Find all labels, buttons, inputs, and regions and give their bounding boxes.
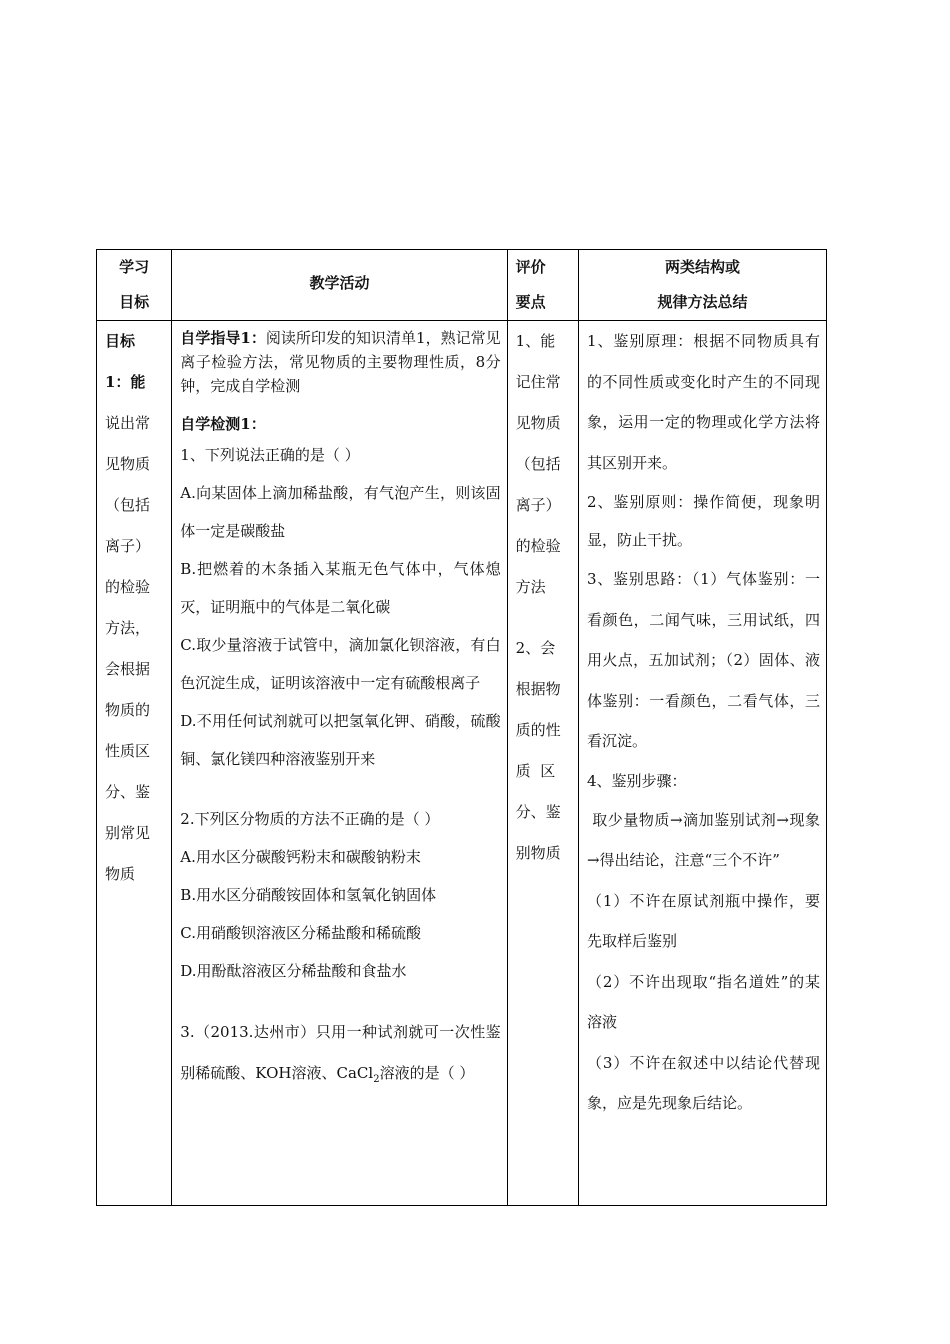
summary-rule: 2、鉴别原则：操作简便，现象明显，防止干扰。 bbox=[586, 493, 820, 549]
header-summary bbox=[578, 250, 826, 321]
summary-approach: 3、鉴别思路：（1）气体鉴别：一看颜色，二闻气味，三用试纸，四用火点，五加试剂；（2）固体、液体鉴别：一看颜色，二看气体，三看沉淀。 bbox=[586, 570, 820, 750]
header-summary-line1: 两类结构或 bbox=[664, 258, 740, 276]
goal-line: 见物质 bbox=[105, 455, 151, 473]
q3-stem-post: 溶液的是（ ） bbox=[379, 1063, 475, 1082]
goal-line: 会根据 bbox=[105, 660, 151, 678]
lesson-table bbox=[96, 249, 827, 1206]
q3-stem bbox=[180, 1012, 500, 1100]
eval-line: 质的性 bbox=[515, 721, 561, 739]
header-goal-line1: 学习 bbox=[119, 258, 150, 276]
q3-stem-pre: 3.（2013.达州市）只用一种试剂就可一次性鉴别稀硫酸、KOH溶液、CaCl bbox=[180, 1023, 501, 1082]
q3-subscript: 2 bbox=[373, 1073, 380, 1085]
self-study-guide bbox=[180, 326, 500, 398]
goal-line: 分、鉴 bbox=[105, 783, 151, 801]
eval-line: 方法 bbox=[515, 578, 546, 596]
goal-line: 物质 bbox=[105, 865, 136, 883]
header-evaluation bbox=[507, 250, 578, 321]
guide-label: 自学指导1： bbox=[180, 329, 266, 347]
eval-line: 1、能 bbox=[515, 332, 556, 350]
q1-option-d: D.不用任何试剂就可以把氢氧化钾、硝酸，硫酸铜、氯化镁四种溶液鉴别开来 bbox=[180, 712, 501, 768]
header-goal bbox=[97, 250, 172, 321]
goal-line: （包括 bbox=[105, 496, 151, 514]
eval-line: 分、鉴 bbox=[515, 803, 561, 821]
goal-number: 1：能 bbox=[105, 373, 146, 391]
summary-principle: 1、鉴别原理：根据不同物质具有的不同性质或变化时产生的不同现象，运用一定的物理或化学方法将其区别开来。 bbox=[586, 332, 820, 472]
goal-line: 说出常 bbox=[105, 414, 151, 432]
goal-line: 别常见 bbox=[105, 824, 151, 842]
goal-line: 方法， bbox=[105, 619, 151, 637]
header-activity bbox=[172, 250, 507, 321]
q2-option-b: B.用水区分硝酸铵固体和氢氧化钠固体 bbox=[180, 886, 437, 904]
content-row bbox=[97, 321, 827, 1206]
summary-steps-label: 4、鉴别步骤： bbox=[586, 771, 687, 790]
goal-line: 的检验 bbox=[105, 578, 151, 596]
header-row bbox=[97, 250, 827, 321]
eval-line: 根据物 bbox=[515, 680, 561, 698]
summary-rule-3: （3）不许在叙述中以结论代替现象，应是先现象后结论。 bbox=[586, 1053, 820, 1112]
summary-rule-1: （1）不许在原试剂瓶中操作，要先取样后鉴别 bbox=[586, 891, 820, 950]
eval-line: 见物质 bbox=[515, 414, 561, 432]
q2-stem: 2.下列区分物质的方法不正确的是（ ） bbox=[180, 810, 440, 828]
evaluation-cell bbox=[507, 321, 578, 1206]
q1-option-b: B.把燃着的木条插入某瓶无色气体中，气体熄灭，证明瓶中的气体是二氧化碳 bbox=[180, 560, 501, 616]
eval-line: 记住常 bbox=[515, 373, 561, 391]
q1-option-c: C.取少量溶液于试管中，滴加氯化钡溶液，有白色沉淀生成，证明该溶液中一定有硫酸根离子 bbox=[180, 636, 501, 692]
activity-cell bbox=[172, 321, 507, 1206]
summary-cell bbox=[578, 321, 826, 1206]
eval-line: 别物质 bbox=[515, 844, 561, 862]
summary-steps: 取少量物质→滴加鉴别试剂→现象→得出结论，注意“三个不许” bbox=[586, 810, 820, 869]
header-goal-line2: 目标 bbox=[119, 293, 150, 311]
eval-line: 的检验 bbox=[515, 537, 561, 555]
header-evaluation-line1: 评价 bbox=[515, 258, 546, 276]
eval-line: （包括 bbox=[515, 455, 561, 473]
q1-option-a: A.向某固体上滴加稀盐酸，有气泡产生，则该固体一定是碳酸盐 bbox=[180, 484, 501, 540]
q2-option-d: D.用酚酞溶液区分稀盐酸和食盐水 bbox=[180, 962, 407, 980]
guide-text: 阅读所印发的知识清单1，熟记常见离子检验方法，常见物质的主要物理性质，8分钟，完成自学检测 bbox=[180, 329, 501, 395]
q1-stem: 1、下列说法正确的是（ ） bbox=[180, 446, 360, 464]
goal-line: 性质区 bbox=[105, 742, 151, 760]
goal-line: 目标 bbox=[105, 332, 136, 350]
eval-line: 离子） bbox=[515, 496, 561, 514]
goal-line: 物质的 bbox=[105, 701, 151, 719]
header-evaluation-line2: 要点 bbox=[515, 293, 546, 311]
eval-line: 质 区 bbox=[515, 762, 556, 780]
goal-cell bbox=[97, 321, 172, 1206]
eval-line: 2、会 bbox=[515, 639, 556, 657]
summary-rule-2: （2）不许出现取“指名道姓”的某溶液 bbox=[586, 972, 820, 1031]
header-activity-label: 教学活动 bbox=[309, 273, 370, 292]
q2-option-c: C.用硝酸钡溶液区分稀盐酸和稀硫酸 bbox=[180, 924, 422, 942]
goal-line: 离子） bbox=[105, 537, 151, 555]
q2-option-a: A.用水区分碳酸钙粉末和碳酸钠粉末 bbox=[180, 848, 421, 866]
self-check-label: 自学检测1： bbox=[180, 415, 266, 433]
goal-line bbox=[105, 362, 165, 403]
header-summary-line2: 规律方法总结 bbox=[657, 293, 748, 311]
